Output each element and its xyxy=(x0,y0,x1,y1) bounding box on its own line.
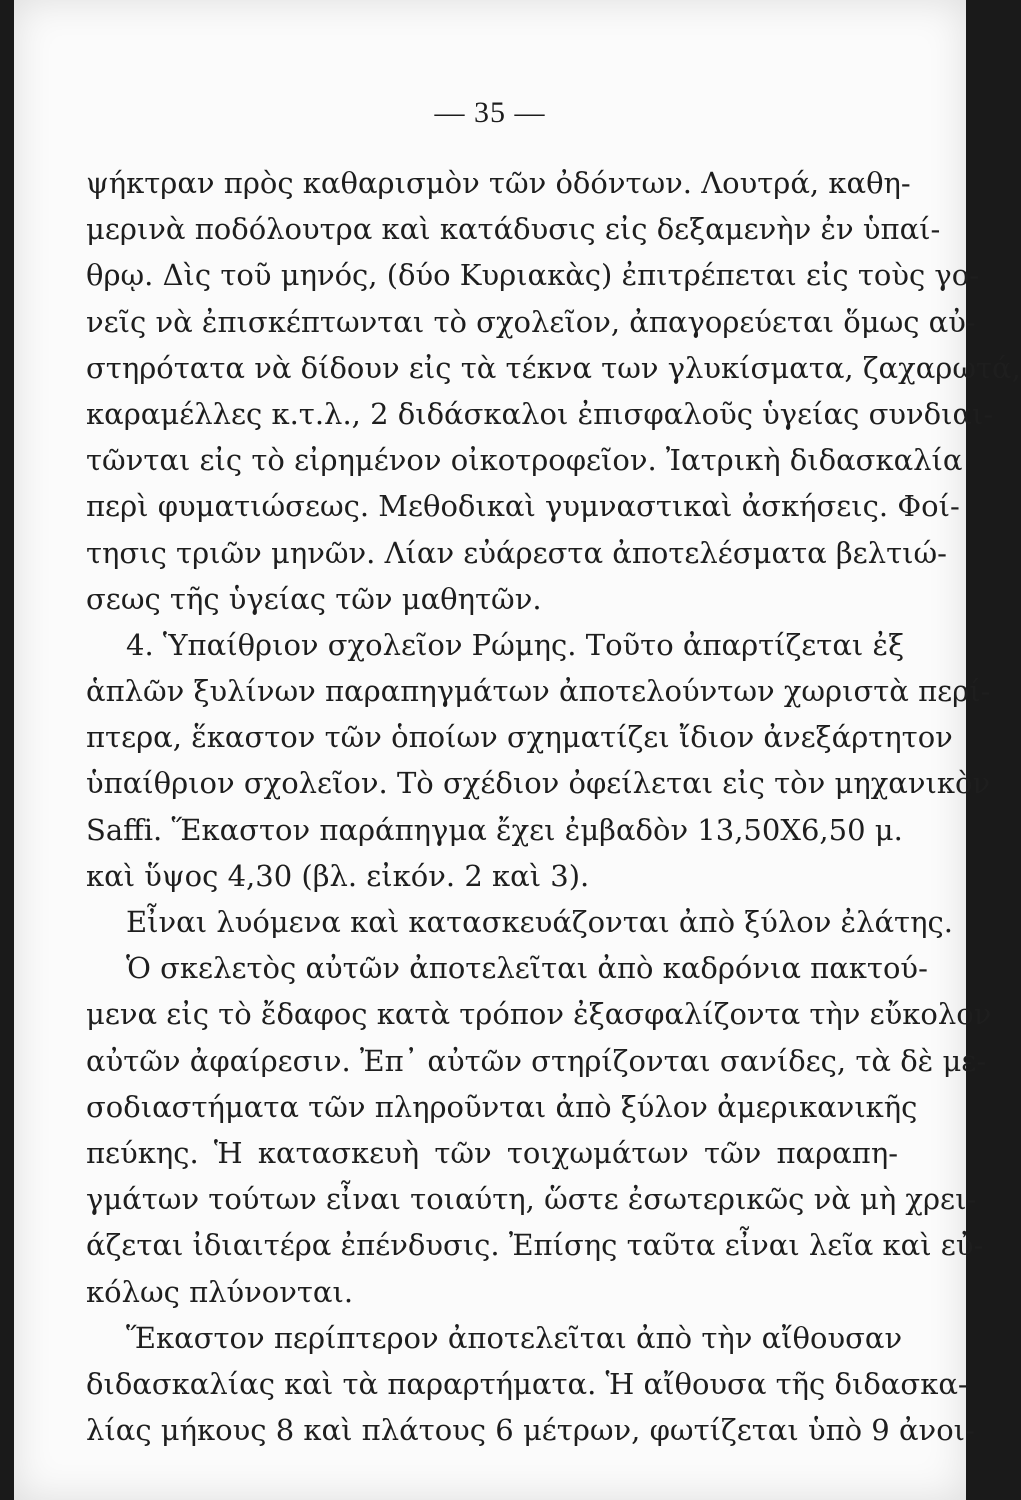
text-line: πτερα, ἕκαστον τῶν ὁποίων σχηματίζει ἴδιον ἀνεξάρτητον xyxy=(86,720,953,755)
text-line: ψήκτραν πρὸς καθαρισμὸν τῶν ὀδόντων. Λουτρά, καθη- xyxy=(86,166,911,200)
text-line: Saffi. Ἕκαστον παράπηγμα ἔχει ἐμβαδὸν 13,50X6,50 μ. xyxy=(86,812,903,847)
text-line: Ἕκαστον περίπτερον ἀποτελεῖται ἀπὸ τὴν αἴθουσαν xyxy=(126,1320,903,1355)
text-line: μερινὰ ποδόλουτρα καὶ κατάδυσις εἰς δεξαμενὴν ἐν ὑπαί- xyxy=(86,212,941,247)
text-line: γμάτων τούτων εἶναι τοιαύτη, ὥστε ἐσωτερικῶς νὰ μὴ χρει- xyxy=(86,1182,977,1217)
text-line: πεύκης. Ἡ κατασκευὴ τῶν τοιχωμάτων τῶν παραπη- xyxy=(86,1135,898,1170)
text-line: καὶ ὕψος 4,30 (βλ. εἰκόν. 2 καὶ 3). xyxy=(86,858,590,893)
text-line: διδασκαλίας καὶ τὰ παραρτήματα. Ἡ αἴθουσα τῆς διδασκα- xyxy=(86,1366,968,1401)
text-line: καραμέλλες κ.τ.λ., 2 διδάσκαλοι ἐπισφαλοῦς ὑγείας συνδιαι- xyxy=(86,396,994,431)
text-line: άζεται ἰδιαιτέρα ἐπένδυσις. Ἐπίσης ταῦτα εἶναι λεῖα καὶ εὐ- xyxy=(86,1228,984,1263)
body-text xyxy=(86,160,1021,1453)
text-line: ἁπλῶν ξυλίνων παραπηγμάτων ἀποτελούντων χωριστὰ περί- xyxy=(86,674,991,709)
text-line: σοδιαστήματα τῶν πληροῦνται ἀπὸ ξύλον ἀμερικανικῆς xyxy=(86,1089,918,1124)
section-heading-line: 4. Ὑπαίθριον σχολεῖον Ρώμης. Τοῦτο ἀπαρτίζεται ἐξ xyxy=(126,627,905,662)
book-page xyxy=(14,0,1021,1500)
text-line: Ὁ σκελετὸς αὐτῶν ἀποτελεῖται ἀπὸ καδρόνια πακτού- xyxy=(126,951,928,986)
text-line: τῶνται εἰς τὸ εἰρημένον οἰκοτροφεῖον. Ἰατρικὴ διδασκαλία xyxy=(86,443,963,478)
text-line: ὑπαίθριον σχολεῖον. Τὸ σχέδιον ὀφείλεται εἰς τὸν μηχανικὸν xyxy=(86,766,991,801)
text-line: νεῖς νὰ ἐπισκέπτωνται τὸ σχολεῖον, ἀπαγορεύεται ὅμως αὐ- xyxy=(86,304,976,339)
text-line: τησις τριῶν μηνῶν. Λίαν εὐάρεστα ἀποτελέσματα βελτιώ- xyxy=(86,535,947,570)
text-line: θρῳ. Δὶς τοῦ μηνός, (δύο Κυριακὰς) ἐπιτρέπεται εἰς τοὺς γο- xyxy=(86,258,980,293)
text-line: αὐτῶν ἀφαίρεσιν. Ἐπ᾽ αὐτῶν στηρίζονται σανίδες, τὰ δὲ με- xyxy=(86,1043,987,1078)
text-line: Εἶναι λυόμενα καὶ κατασκευάζονται ἀπὸ ξύλον ἐλάτης. xyxy=(126,905,953,939)
text-line: κόλως πλύνονται. xyxy=(86,1274,354,1309)
page-number: — 35 — xyxy=(434,96,546,129)
text-line: λίας μήκους 8 καὶ πλάτους 6 μέτρων, φωτίζεται ὑπὸ 9 ἀνοι- xyxy=(86,1413,975,1448)
text-line: στηρότατα νὰ δίδουν εἰς τὰ τέκνα των γλυκίσματα, ζαχαρωτά, xyxy=(86,350,1021,385)
text-line: περὶ φυματιώσεως. Μεθοδικαὶ γυμναστικαὶ ἀσκήσεις. Φοί- xyxy=(86,489,960,524)
text-line: σεως τῆς ὑγείας τῶν μαθητῶν. xyxy=(86,581,542,616)
text-line: μενα εἰς τὸ ἔδαφος κατὰ τρόπον ἐξασφαλίζοντα τὴν εὔκολον xyxy=(86,997,992,1032)
